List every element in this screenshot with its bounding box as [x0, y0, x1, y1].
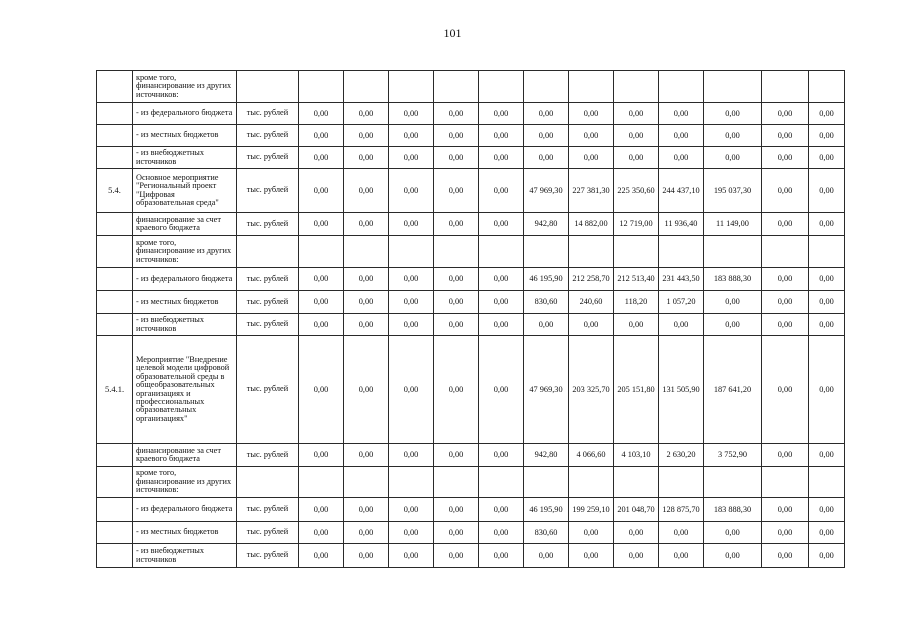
value-cell: 0,00	[704, 147, 762, 169]
value-cell: 0,00	[344, 336, 389, 444]
row-unit: тыс. рублей	[237, 213, 299, 236]
value-cell	[479, 71, 524, 103]
row-unit: тыс. рублей	[237, 498, 299, 522]
table-row	[97, 71, 845, 103]
value-cell: 0,00	[389, 169, 434, 213]
row-description: - из местных бюджетов	[133, 291, 237, 314]
value-cell: 0,00	[762, 444, 809, 467]
value-cell: 201 048,70	[614, 498, 659, 522]
value-cell: 0,00	[569, 125, 614, 147]
value-cell: 0,00	[389, 268, 434, 291]
row-code	[97, 544, 133, 568]
value-cell: 0,00	[389, 147, 434, 169]
value-cell: 0,00	[434, 147, 479, 169]
value-cell	[809, 467, 845, 498]
value-cell: 0,00	[809, 213, 845, 236]
value-cell: 0,00	[704, 291, 762, 314]
value-cell: 0,00	[762, 125, 809, 147]
row-code: 5.4.1.	[97, 336, 133, 444]
row-description: - из местных бюджетов	[133, 522, 237, 544]
value-cell: 0,00	[434, 544, 479, 568]
value-cell: 183 888,30	[704, 268, 762, 291]
row-description: финансирование за счет краевого бюджета	[133, 444, 237, 467]
value-cell: 12 719,00	[614, 213, 659, 236]
value-cell: 0,00	[344, 544, 389, 568]
value-cell	[614, 467, 659, 498]
value-cell: 0,00	[809, 522, 845, 544]
value-cell: 942,80	[524, 444, 569, 467]
value-cell: 0,00	[479, 314, 524, 336]
value-cell: 0,00	[762, 498, 809, 522]
value-cell: 0,00	[762, 268, 809, 291]
value-cell: 0,00	[762, 103, 809, 125]
value-cell: 0,00	[659, 147, 704, 169]
value-cell: 0,00	[299, 336, 344, 444]
table-row	[97, 467, 845, 498]
value-cell: 118,20	[614, 291, 659, 314]
value-cell	[434, 236, 479, 268]
value-cell: 187 641,20	[704, 336, 762, 444]
value-cell	[434, 71, 479, 103]
value-cell: 0,00	[434, 291, 479, 314]
value-cell: 0,00	[524, 147, 569, 169]
value-cell: 830,60	[524, 291, 569, 314]
row-description: кроме того, финансирование из других источников:	[133, 467, 237, 498]
value-cell	[659, 71, 704, 103]
value-cell: 47 969,30	[524, 336, 569, 444]
table-row	[97, 268, 845, 291]
value-cell: 0,00	[704, 103, 762, 125]
value-cell: 0,00	[344, 498, 389, 522]
value-cell: 0,00	[344, 522, 389, 544]
value-cell: 0,00	[479, 498, 524, 522]
row-unit: тыс. рублей	[237, 268, 299, 291]
value-cell	[389, 467, 434, 498]
table-row	[97, 336, 845, 444]
value-cell: 4 103,10	[614, 444, 659, 467]
value-cell: 46 195,90	[524, 268, 569, 291]
value-cell	[569, 236, 614, 268]
value-cell	[704, 236, 762, 268]
value-cell: 0,00	[659, 314, 704, 336]
row-code	[97, 268, 133, 291]
value-cell	[434, 467, 479, 498]
table-row	[97, 147, 845, 169]
value-cell: 0,00	[614, 544, 659, 568]
value-cell	[569, 467, 614, 498]
table-row	[97, 498, 845, 522]
row-code	[97, 213, 133, 236]
value-cell: 225 350,60	[614, 169, 659, 213]
value-cell: 0,00	[704, 125, 762, 147]
value-cell: 0,00	[614, 103, 659, 125]
value-cell: 0,00	[344, 125, 389, 147]
value-cell	[389, 236, 434, 268]
value-cell: 0,00	[344, 213, 389, 236]
value-cell: 0,00	[762, 147, 809, 169]
value-cell: 0,00	[389, 213, 434, 236]
value-cell: 0,00	[809, 268, 845, 291]
value-cell: 0,00	[389, 444, 434, 467]
value-cell: 0,00	[434, 498, 479, 522]
row-unit: тыс. рублей	[237, 169, 299, 213]
value-cell: 0,00	[434, 103, 479, 125]
row-code	[97, 125, 133, 147]
value-cell: 942,80	[524, 213, 569, 236]
row-description: - из внебюджетных источников	[133, 314, 237, 336]
value-cell: 0,00	[479, 125, 524, 147]
value-cell: 2 630,20	[659, 444, 704, 467]
value-cell: 0,00	[344, 147, 389, 169]
value-cell: 0,00	[479, 147, 524, 169]
row-unit: тыс. рублей	[237, 444, 299, 467]
value-cell: 0,00	[809, 314, 845, 336]
value-cell: 0,00	[389, 336, 434, 444]
value-cell: 0,00	[569, 314, 614, 336]
row-code	[97, 314, 133, 336]
row-unit: тыс. рублей	[237, 125, 299, 147]
value-cell: 183 888,30	[704, 498, 762, 522]
value-cell	[479, 236, 524, 268]
value-cell: 0,00	[299, 213, 344, 236]
value-cell: 0,00	[344, 268, 389, 291]
value-cell: 0,00	[809, 544, 845, 568]
value-cell	[659, 236, 704, 268]
row-unit	[237, 236, 299, 268]
value-cell: 0,00	[569, 544, 614, 568]
table-row	[97, 213, 845, 236]
value-cell: 0,00	[389, 103, 434, 125]
row-description: - из федерального бюджета	[133, 268, 237, 291]
value-cell: 0,00	[524, 544, 569, 568]
value-cell: 0,00	[434, 268, 479, 291]
value-cell	[524, 236, 569, 268]
value-cell: 0,00	[479, 169, 524, 213]
row-description: финансирование за счет краевого бюджета	[133, 213, 237, 236]
value-cell: 0,00	[434, 169, 479, 213]
value-cell	[704, 467, 762, 498]
value-cell: 3 752,90	[704, 444, 762, 467]
value-cell: 14 882,00	[569, 213, 614, 236]
value-cell: 0,00	[299, 498, 344, 522]
value-cell: 0,00	[524, 103, 569, 125]
value-cell: 0,00	[479, 336, 524, 444]
value-cell: 0,00	[389, 522, 434, 544]
row-description: Основное мероприятие "Региональный проект "Цифровая образовательная среда"	[133, 169, 237, 213]
row-code	[97, 291, 133, 314]
value-cell	[809, 71, 845, 103]
value-cell	[659, 467, 704, 498]
value-cell: 231 443,50	[659, 268, 704, 291]
value-cell: 0,00	[299, 291, 344, 314]
value-cell: 0,00	[614, 125, 659, 147]
row-code	[97, 71, 133, 103]
value-cell: 0,00	[299, 125, 344, 147]
value-cell	[704, 71, 762, 103]
value-cell: 0,00	[344, 444, 389, 467]
value-cell: 0,00	[762, 169, 809, 213]
table-row	[97, 314, 845, 336]
value-cell: 0,00	[704, 522, 762, 544]
value-cell: 0,00	[809, 125, 845, 147]
row-description: кроме того, финансирование из других источников:	[133, 71, 237, 103]
value-cell: 0,00	[569, 522, 614, 544]
value-cell: 0,00	[762, 213, 809, 236]
row-description: - из федерального бюджета	[133, 498, 237, 522]
value-cell: 0,00	[809, 336, 845, 444]
value-cell	[614, 71, 659, 103]
value-cell: 0,00	[344, 314, 389, 336]
value-cell: 0,00	[434, 125, 479, 147]
row-unit: тыс. рублей	[237, 314, 299, 336]
row-unit: тыс. рублей	[237, 522, 299, 544]
row-description: Мероприятие "Внедрение целевой модели цифровой образовательной среды в общеобразовательных организациях и профессиональных образовательных организациях"	[133, 336, 237, 444]
value-cell: 0,00	[524, 314, 569, 336]
row-code	[97, 467, 133, 498]
value-cell: 244 437,10	[659, 169, 704, 213]
value-cell	[524, 467, 569, 498]
value-cell: 11 936,40	[659, 213, 704, 236]
value-cell: 0,00	[809, 291, 845, 314]
value-cell: 4 066,60	[569, 444, 614, 467]
value-cell: 0,00	[299, 103, 344, 125]
table-row	[97, 544, 845, 568]
value-cell	[344, 236, 389, 268]
row-unit: тыс. рублей	[237, 291, 299, 314]
row-unit: тыс. рублей	[237, 336, 299, 444]
value-cell: 0,00	[299, 268, 344, 291]
value-cell: 0,00	[809, 444, 845, 467]
value-cell: 0,00	[479, 268, 524, 291]
value-cell: 0,00	[299, 444, 344, 467]
value-cell: 0,00	[299, 314, 344, 336]
value-cell: 0,00	[434, 213, 479, 236]
value-cell	[762, 236, 809, 268]
value-cell: 0,00	[762, 522, 809, 544]
value-cell: 195 037,30	[704, 169, 762, 213]
value-cell: 240,60	[569, 291, 614, 314]
row-code	[97, 444, 133, 467]
row-code	[97, 522, 133, 544]
value-cell: 0,00	[809, 498, 845, 522]
row-description: - из местных бюджетов	[133, 125, 237, 147]
value-cell: 0,00	[809, 147, 845, 169]
value-cell: 0,00	[659, 544, 704, 568]
value-cell	[762, 71, 809, 103]
value-cell: 0,00	[762, 291, 809, 314]
value-cell: 46 195,90	[524, 498, 569, 522]
page-number: 101	[443, 26, 462, 40]
value-cell: 0,00	[809, 103, 845, 125]
value-cell: 0,00	[569, 147, 614, 169]
value-cell: 0,00	[569, 103, 614, 125]
value-cell: 0,00	[762, 544, 809, 568]
value-cell: 0,00	[434, 336, 479, 444]
value-cell: 0,00	[809, 169, 845, 213]
value-cell: 1 057,20	[659, 291, 704, 314]
value-cell: 0,00	[434, 522, 479, 544]
table-body	[97, 71, 845, 568]
value-cell: 0,00	[479, 291, 524, 314]
value-cell: 830,60	[524, 522, 569, 544]
row-code: 5.4.	[97, 169, 133, 213]
row-description: - из внебюджетных источников	[133, 544, 237, 568]
budget-table	[96, 70, 845, 568]
table-row	[97, 125, 845, 147]
row-code	[97, 498, 133, 522]
table-row	[97, 169, 845, 213]
row-unit: тыс. рублей	[237, 103, 299, 125]
row-code	[97, 236, 133, 268]
row-description: кроме того, финансирование из других источников:	[133, 236, 237, 268]
value-cell	[299, 236, 344, 268]
table-row	[97, 522, 845, 544]
table-row	[97, 444, 845, 467]
value-cell: 0,00	[614, 147, 659, 169]
value-cell: 131 505,90	[659, 336, 704, 444]
value-cell: 227 381,30	[569, 169, 614, 213]
table-row	[97, 103, 845, 125]
row-description: - из внебюджетных источников	[133, 147, 237, 169]
value-cell: 0,00	[479, 213, 524, 236]
value-cell: 47 969,30	[524, 169, 569, 213]
value-cell: 0,00	[479, 103, 524, 125]
value-cell: 0,00	[762, 336, 809, 444]
value-cell	[614, 236, 659, 268]
value-cell: 0,00	[479, 544, 524, 568]
value-cell: 205 151,80	[614, 336, 659, 444]
value-cell	[344, 467, 389, 498]
row-code	[97, 103, 133, 125]
value-cell: 199 259,10	[569, 498, 614, 522]
value-cell: 0,00	[299, 147, 344, 169]
row-unit: тыс. рублей	[237, 544, 299, 568]
table-row	[97, 291, 845, 314]
value-cell: 203 325,70	[569, 336, 614, 444]
value-cell: 0,00	[614, 522, 659, 544]
value-cell: 0,00	[299, 169, 344, 213]
value-cell	[344, 71, 389, 103]
value-cell: 0,00	[389, 498, 434, 522]
value-cell: 0,00	[344, 169, 389, 213]
value-cell	[524, 71, 569, 103]
value-cell	[762, 467, 809, 498]
value-cell: 0,00	[299, 522, 344, 544]
value-cell: 212 258,70	[569, 268, 614, 291]
row-unit	[237, 467, 299, 498]
row-description: - из федерального бюджета	[133, 103, 237, 125]
value-cell	[569, 71, 614, 103]
value-cell: 0,00	[344, 291, 389, 314]
value-cell: 0,00	[434, 444, 479, 467]
table-row	[97, 236, 845, 268]
value-cell: 128 875,70	[659, 498, 704, 522]
value-cell	[479, 467, 524, 498]
value-cell: 0,00	[614, 314, 659, 336]
value-cell: 0,00	[344, 103, 389, 125]
value-cell: 0,00	[704, 544, 762, 568]
value-cell: 0,00	[762, 314, 809, 336]
value-cell: 0,00	[704, 314, 762, 336]
value-cell: 0,00	[479, 522, 524, 544]
value-cell: 0,00	[659, 522, 704, 544]
value-cell: 0,00	[389, 544, 434, 568]
row-unit	[237, 71, 299, 103]
value-cell: 0,00	[524, 125, 569, 147]
value-cell: 0,00	[434, 314, 479, 336]
value-cell	[299, 467, 344, 498]
value-cell: 0,00	[479, 444, 524, 467]
value-cell: 0,00	[659, 125, 704, 147]
value-cell: 212 513,40	[614, 268, 659, 291]
value-cell: 0,00	[389, 291, 434, 314]
value-cell	[299, 71, 344, 103]
value-cell: 0,00	[389, 314, 434, 336]
value-cell	[389, 71, 434, 103]
row-code	[97, 147, 133, 169]
value-cell: 0,00	[659, 103, 704, 125]
value-cell: 0,00	[299, 544, 344, 568]
row-unit: тыс. рублей	[237, 147, 299, 169]
value-cell	[809, 236, 845, 268]
value-cell: 0,00	[389, 125, 434, 147]
value-cell: 11 149,00	[704, 213, 762, 236]
